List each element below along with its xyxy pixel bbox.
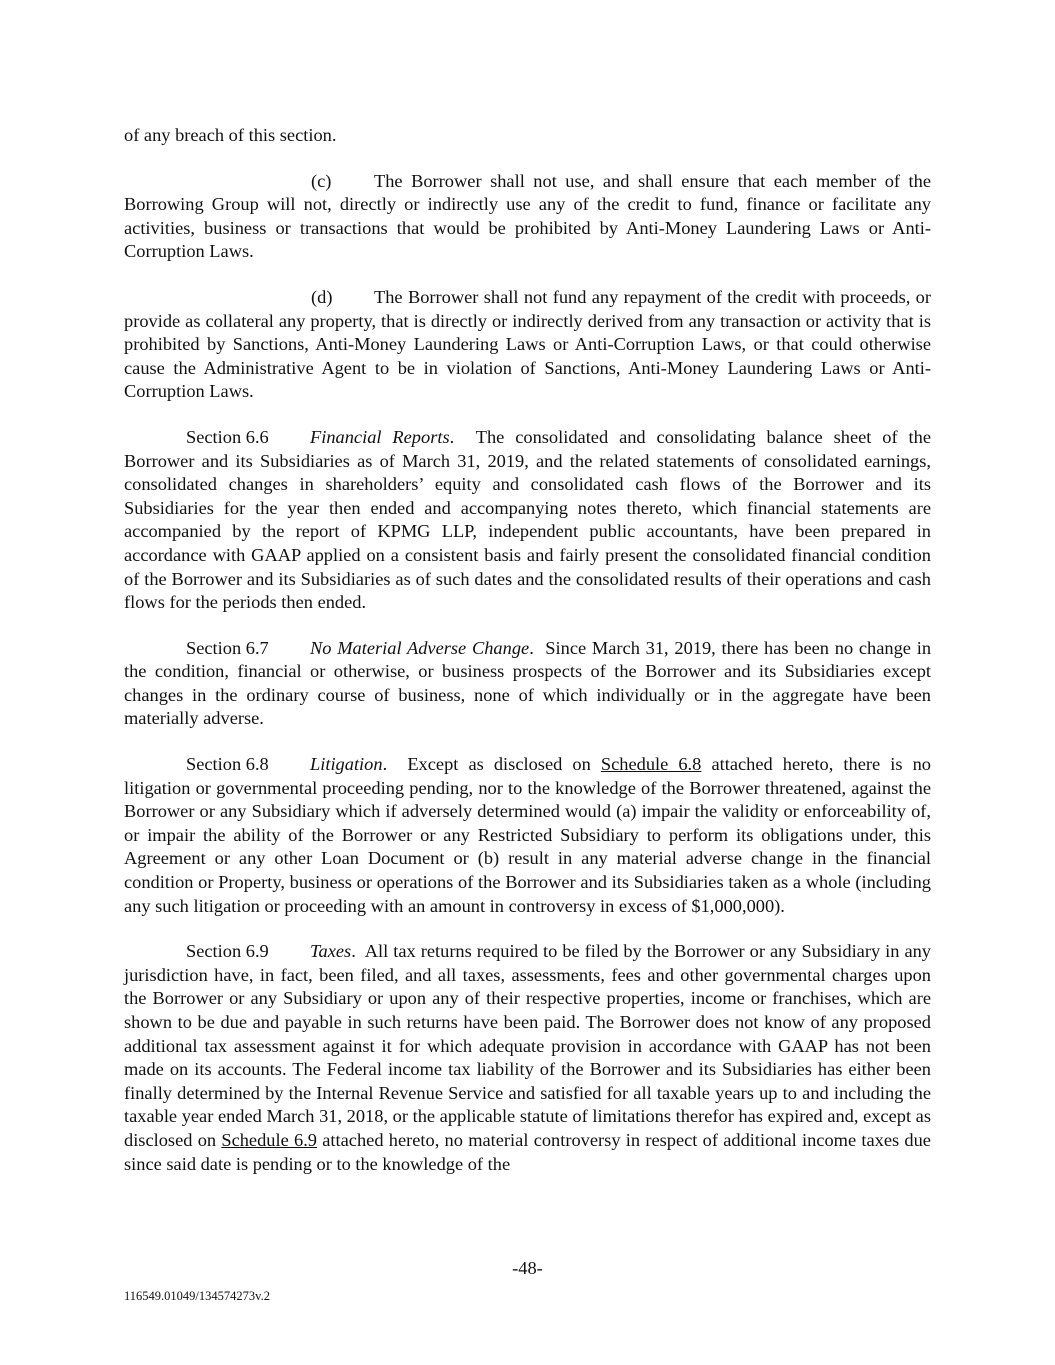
page-number: -48-: [512, 1258, 543, 1278]
paragraph-d-text: The Borrower shall not fund any repayment of the credit with proceeds, or provide as collateral any property, that is directly or indirectly derived from any transaction or activity that is prohibited by Sanctions, Anti-Money Laundering Laws or Anti-Corruption Laws, or that could otherwise cause the Administrative Agent to be in violation of Sanctions, Anti-Money Laundering Laws or Anti-Corruption Laws.: [124, 286, 931, 402]
paragraph-d-label: (d): [311, 286, 333, 307]
section-6-8: Section 6.8 Litigation. Except as disclosed on Schedule 6.8 attached hereto, there is no litigation or governmental proceeding pending, nor to the knowledge of the Borrower threatened, against the Borrower or any Subsidiary which if adversely determined would (a) impair the validity or enforceability of, or impair the ability of the Borrower or any Restricted Subsidiary to perform its obligations under, this Agreement or any other Loan Document or (b) result in any material adverse change in the financial condition or Property, business or operations of the Borrower and its Subsidiaries taken as a whole (including any such litigation or proceeding with an amount in controversy in excess of $1,000,000).: [124, 754, 931, 916]
schedule-6-9-reference: Schedule 6.9: [221, 1129, 317, 1150]
section-6-9-title: Taxes: [310, 941, 352, 962]
section-6-6: Section 6.6 Financial Reports. The consolidated and consolidating balance sheet of the Borrower and its Subsidiaries as of March 31, 2019, and the related statements of consolidated earnings, consolidated changes in shareholders’ equity and consolidated cash flows of the Borrower and its Subsidiaries for the year then ended and accompanying notes thereto, which financial statements are accompanied by the report of KPMG LLP, independent public accountants, have been prepared in accordance with GAAP applied on a consistent basis and fairly present the consolidated financial condition of the Borrower and its Subsidiaries as of such dates and the consolidated results of their operations and cash flows for the periods then ended.: [124, 426, 931, 613]
section-6-6-title: Financial Reports: [310, 426, 450, 447]
section-6-6-number: Section 6.6: [186, 426, 269, 447]
section-6-6-text: The consolidated and consolidating balance sheet of the Borrower and its Subsidiaries as of March 31, 2019, and the related statements of consolidated earnings, consolidated changes in shareholders’ equity and consolidated cash flows of the Borrower and its Subsidiaries for the year then ended and accompanying notes thereto, which financial statements are accompanied by the report of KPMG LLP, independent public accountants, have been prepared in accordance with GAAP applied on a consistent basis and fairly present the consolidated financial condition of the Borrower and its Subsidiaries as of such dates and the consolidated results of their operations and cash flows for the periods then ended.: [124, 426, 931, 613]
continuation-text: of any breach of this section.: [124, 125, 337, 145]
paragraph-c-text: The Borrower shall not use, and shall ensure that each member of the Borrowing Group will not, directly or indirectly use any of the credit to fund, finance or facilitate any activities, business or transactions that would be prohibited by Anti-Money Laundering Laws or Anti-Corruption Laws.: [124, 170, 931, 262]
section-6-7-title: No Material Adverse Change: [310, 637, 530, 658]
section-6-9-text-before: All tax returns required to be filed by the Borrower or any Subsidiary in any jurisdiction have, in fact, been filed, and all taxes, assessments, fees and other governmental charges upon the Borrower or any Subsidiary or upon any of their respective properties, income or franchises, which are shown to be due and payable in such returns have been paid. The Borrower does not know of any proposed additional tax assessment against it for which adequate provision in accordance with GAAP has not been made on its accounts. The Federal income tax liability of the Borrower and its Subsidiaries has either been finally determined by the Internal Revenue Service and satisfied for all taxable years up to and including the taxable year ended March 31, 2018, or the applicable statute of limitations therefor has expired and, except as disclosed on: [124, 941, 931, 1150]
paragraph-c-label: (c): [311, 170, 332, 191]
section-6-7: Section 6.7 No Material Adverse Change. Since March 31, 2019, there has been no change in the condition, financial or otherwise, or business prospects of the Borrower and its Subsidiaries except changes in the ordinary course of business, none of which individually or in the aggregate have been materially adverse.: [124, 637, 932, 729]
section-6-9-number: Section 6.9: [186, 941, 269, 962]
section-6-8-text-before: Except as disclosed on: [407, 754, 591, 775]
section-6-9-text-after: attached hereto, no material controversy in respect of additional income taxes due since said date is pending or to the knowledge of the: [124, 1129, 931, 1174]
document-body: [124, 124, 931, 1198]
section-6-7-text: Since March 31, 2019, there has been no change in the condition, financial or otherwise, or business prospects of the Borrower and its Subsidiaries except changes in the ordinary course of business, none of which individually or in the aggregate have been materially adverse.: [124, 637, 932, 729]
section-6-9: Section 6.9 Taxes. All tax returns required to be filed by the Borrower or any Subsidiary in any jurisdiction have, in fact, been filed, and all taxes, assessments, fees and other governmental charges upon the Borrower or any Subsidiary or upon any of their respective properties, income or franchises, which are shown to be due and payable in such returns have been paid. The Borrower does not know of any proposed additional tax assessment against it for which adequate provision in accordance with GAAP has not been made on its accounts. The Federal income tax liability of the Borrower and its Subsidiaries has either been finally determined by the Internal Revenue Service and satisfied for all taxable years up to and including the taxable year ended March 31, 2018, or the applicable statute of limitations therefor has expired and, except as disclosed on Schedule 6.9 attached hereto, no material controversy in respect of additional income taxes due since said date is pending or to the knowledge of the: [124, 941, 931, 1174]
schedule-6-8-reference: Schedule 6.8: [600, 754, 702, 775]
section-6-8-number: Section 6.8: [186, 754, 269, 775]
section-6-7-number: Section 6.7: [186, 637, 269, 658]
paragraph-d: [124, 286, 931, 404]
section-6-8-text-after: attached hereto, there is no litigation or governmental proceeding pending, nor to the knowledge of the Borrower threatened, against the Borrower or any Subsidiary which if adversely determined would (a) impair the validity or enforceability of, or impair the ability of the Borrower or any Restricted Subsidiary to perform its obligations under, this Agreement or any other Loan Document or (b) result in any material adverse change in the financial condition or Property, business or operations of the Borrower and its Subsidiaries taken as a whole (including any such litigation or proceeding with an amount in controversy in excess of $1,000,000).: [124, 754, 931, 916]
paragraph-c: [124, 170, 931, 264]
section-6-8-title: Litigation: [310, 754, 383, 775]
document-id: 116549.01049/134574273v.2: [124, 1289, 270, 1303]
